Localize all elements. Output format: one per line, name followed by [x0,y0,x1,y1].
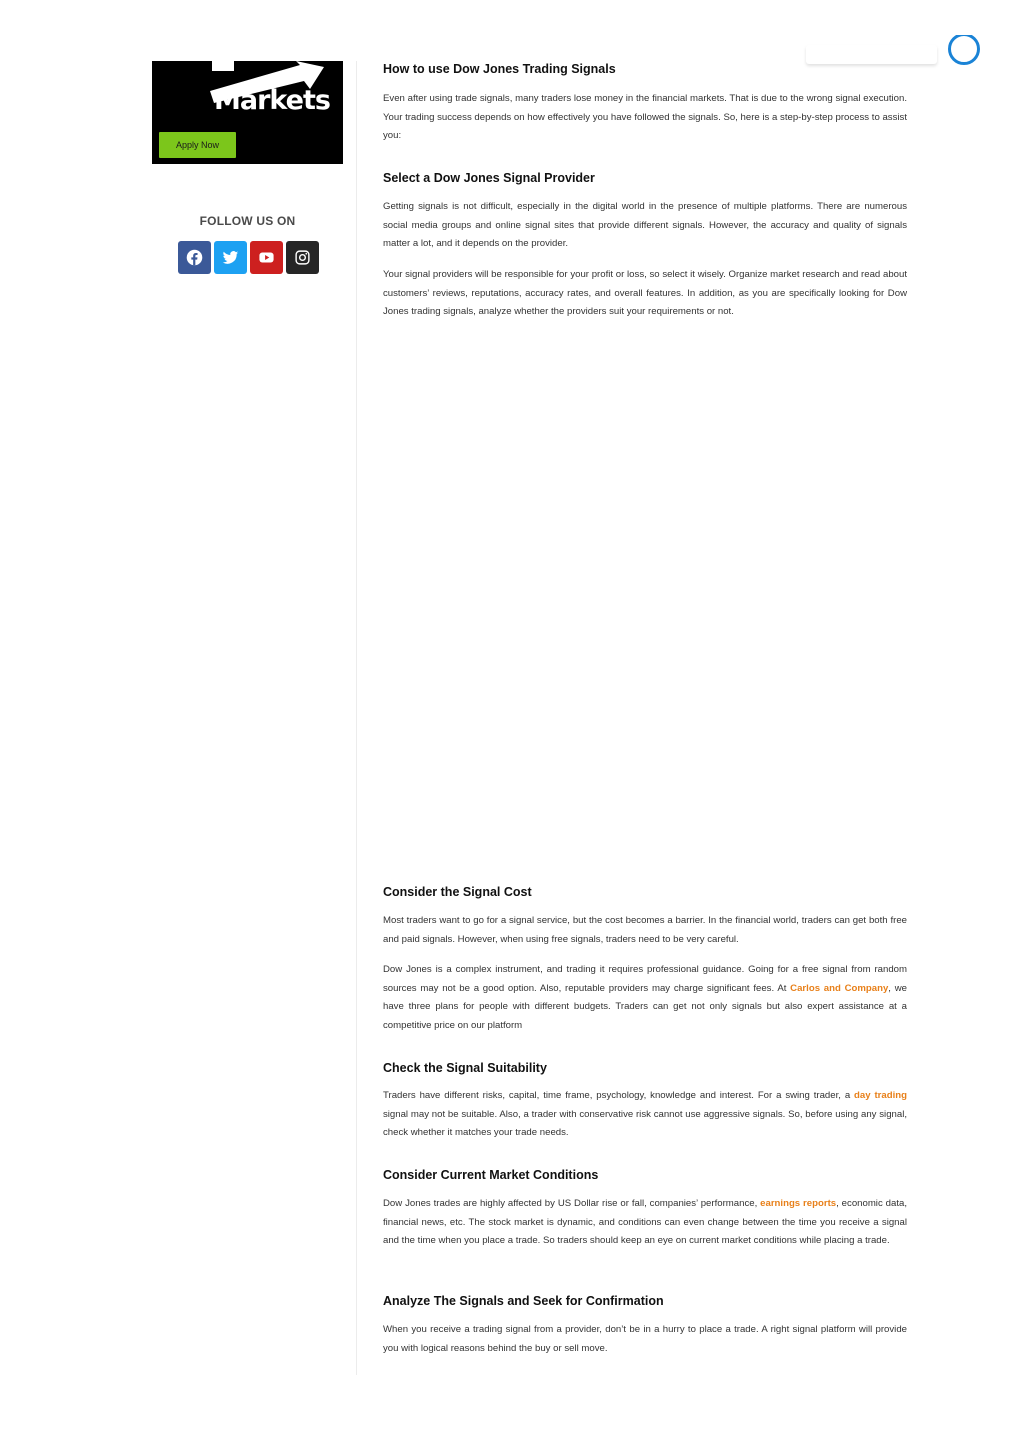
suitability-text-after: signal may not be suitable. Also, a trader with conservative risk cannot use aggressive signals. So, before using any signal, check whether it matches your trade needs. [383,1108,907,1139]
heading-analyze-signals: Analyze The Signals and Seek for Confirmation [383,1294,664,1308]
search-box[interactable] [806,45,937,64]
carlos-and-company-link[interactable]: Carlos and Company [790,982,889,994]
scroll-top-button[interactable] [948,35,980,65]
facebook-link[interactable] [178,241,211,274]
facebook-icon [186,249,203,266]
youtube-icon [258,249,275,266]
paragraph-suitability [383,1087,907,1143]
youtube-link[interactable] [250,241,283,274]
twitter-icon [222,249,239,266]
instagram-link[interactable] [286,241,319,274]
earnings-reports-link[interactable]: earnings reports [760,1198,837,1209]
day-trading-link[interactable]: day trading [854,1090,907,1101]
ad-brand-text: Markets [214,85,330,116]
market-text-before: Dow Jones trades are highly affected by US Dollar rise or fall, companies’ performance, [383,1198,761,1209]
follow-us-title: FOLLOW US ON [199,214,296,228]
cost-text-after: , we have three plans for people with different budgets. Traders can get not only signals but also expert assistance at a competitive price on our platform [383,982,907,1031]
column-divider [356,61,357,1375]
heading-market-conditions: Consider Current Market Conditions [383,1168,599,1182]
heading-signal-cost: Consider the Signal Cost [383,885,532,899]
paragraph-provider-1: Getting signals is not difficult, especially in the digital world in the presence of multiple platforms. There are numerous social media groups and online signal sites that provide different signals. However, the accuracy and quality of signals matter a lot, and it depends on the provider. [383,201,907,250]
market-text-after: , economic data, financial news, etc. The stock market is dynamic, and conditions can even change between the time you receive a signal and the time when you place a trade. So traders should keep an eye on current market conditions while placing a trade. [383,1198,907,1247]
suitability-text-before: Traders have different risks, capital, time frame, psychology, knowledge and interest. For a swing trader, a [383,1090,855,1101]
paragraph-cost-1: Most traders want to go for a signal service, but the cost becomes a barrier. In the financial world, traders can get both free and paid signals. However, when using free signals, traders need to be very careful. [383,915,907,945]
heading-signal-suitability: Check the Signal Suitability [383,1061,547,1075]
paragraph-analyze: When you receive a trading signal from a provider, don’t be in a hurry to place a trade. A right signal platform will provide you with logical reasons behind the buy or sell move. [383,1324,907,1354]
paragraph-intro: Even after using trade signals, many traders lose money in the financial markets. That is due to the wrong signal execution. Your trading success depends on how effectively you have followed the signals. So, here is a step-by-step process to assist you: [383,93,907,142]
twitter-link[interactable] [214,241,247,274]
heading-how-to-use: How to use Dow Jones Trading Signals [383,62,616,76]
paragraph-market [383,1195,907,1251]
apply-now-button[interactable]: Apply Now [159,132,236,158]
instagram-icon [294,249,311,266]
paragraph-cost-2 [383,961,907,1035]
social-links [178,241,319,274]
circle-icon [948,35,980,65]
sidebar-ad-banner[interactable] [152,61,343,164]
heading-signal-provider: Select a Dow Jones Signal Provider [383,171,595,185]
cost-text-before: Dow Jones is a complex instrument, and trading it requires professional guidance. Going for a free signal from random sources may not be a good option. Also, reputable providers may charge significant fees. At [383,964,907,994]
paragraph-provider-2: Your signal providers will be responsible for your profit or loss, so select it wisely. Organize market research and read about customers’ reviews, reputations, accuracy rates, and overall features. In addition, as you are specifically looking for Dow Jones trading signals, analyze whether the providers suit your requirements or not. [383,269,907,318]
